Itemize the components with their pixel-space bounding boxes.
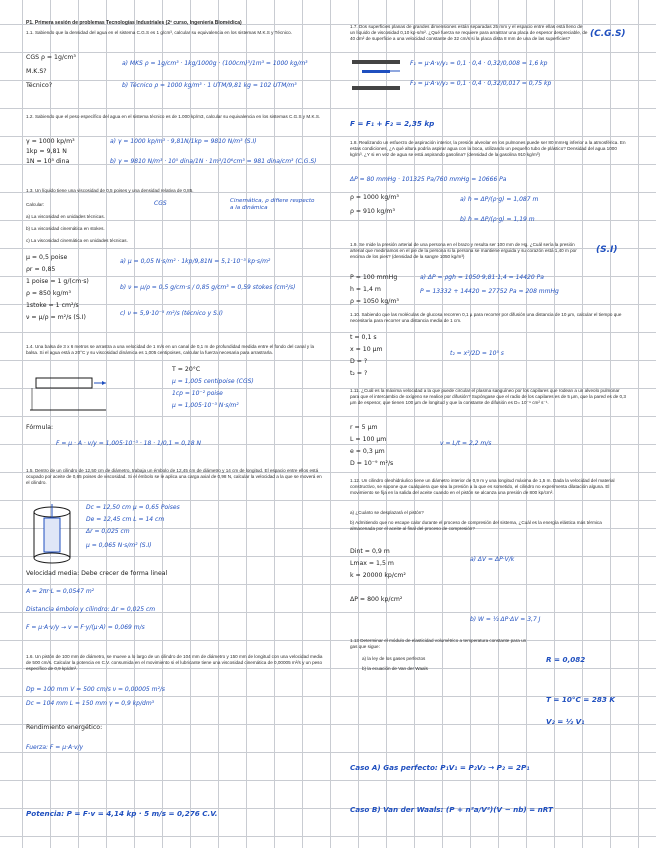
hw-1-5-area: A = 2πr·L = 0,0547 m²: [26, 588, 95, 595]
hw-1-2-kp: 1kp = 9,81 N: [26, 148, 67, 155]
hw-1-13-case-a: Caso A) Gas perfecto: P₁V₁ = P₂V₂ → P₂ = 2P₁: [350, 763, 530, 772]
hw-1-6-rend: Rendimiento energético:: [26, 724, 103, 731]
hw-1-9-h: h = 1,4 m: [350, 286, 381, 293]
problem-1-12-text: 1.12. Un cilindro oleohidráulico tiene un diámetro interior de 0,9 m y una longitud máxima de 1,5 m. Dada la velocidad del material constructivo, se supone que cualquiera que sea la presión a la que es sometido, el cilindro no experimenta dilatación alguna. El movimiento se fija en la salida del aceite cuando en el pistón se alcanza una presión de 800 kp/cm².: [350, 478, 615, 496]
hw-1-9-b: P = 13332 + 14420 = 27752 Pa ≈ 208 mmHg: [420, 288, 559, 295]
hw-1-5-mu: μ = 0,065 N·s/m² (S.I): [86, 542, 152, 549]
problem-1-12-a: a) ¿Cuánto se desplazará el pistón?: [350, 510, 424, 515]
hw-1-2-dina: 1N = 10⁵ dina: [26, 158, 70, 165]
hw-1-3-c: c) ν = 5,9·10⁻⁵ m²/s (técnico y S.I): [120, 310, 223, 317]
problem-1-3-b: b) La viscosidad cinemática en stokes.: [26, 226, 105, 231]
hw-1-5-dr: Δr = 0,025 cm: [86, 528, 130, 535]
hw-1-6-force: Fuerza: F = μ·A·v/y: [26, 744, 84, 751]
hw-1-3-mu: μ = 0,5 poise: [26, 254, 68, 261]
hw-1-3-note: Cinemática, ρ difiere respecto a la dinámica: [230, 198, 315, 211]
hw-1-10-t2: t₂ = ?: [350, 370, 368, 377]
problem-1-3-c: c) La viscosidad cinemática en unidades técnicas.: [26, 238, 128, 243]
hw-1-1-a: a) MKS ρ = 1g/cm³ · 1kg/1000g · (100cm)³/1m³ = 1000 kg/m³: [122, 60, 308, 67]
hw-1-1-b: b) Técnico ρ = 1000 kg/m³ · 1 UTM/9,81 kg = 102 UTM/m³: [122, 82, 297, 89]
worksheet-title: P1. Primera sesión de problemas Tecnologías Industriales (2º curso, Ingeniería Biomédica): [26, 20, 242, 26]
hw-1-12-a: a) ΔV = ΔP·V/k: [470, 556, 515, 563]
hw-1-3-poise: 1 poise = 1 g/(cm·s): [26, 278, 89, 285]
hw-1-9-si: (S.I): [596, 245, 618, 255]
hw-1-6-power: Potencia: P = F·v = 4,14 kp · 5 m/s = 0,276 C.V.: [26, 809, 218, 818]
hw-1-8-dp: ΔP = 80 mmHg · 101325 Pa/760 mmHg = 10666 Pa: [350, 176, 507, 183]
plates-diagram: [350, 58, 402, 92]
hw-1-13-v2: V₂ = ½ V₁: [546, 717, 585, 726]
hw-1-1-mks: M.K.S?: [26, 68, 47, 75]
hw-1-2-b: b) γ = 9810 N/m³ · 10⁵ dina/1N · 1m³/10⁶cm³ = 981 dina/cm³ (C.G.S): [110, 158, 317, 165]
hw-1-12-dp: ΔP = 800 kp/cm²: [350, 596, 403, 603]
problem-1-3-a: a) La viscosidad en unidades técnicas.: [26, 214, 105, 219]
hw-1-4-mu: μ = 1,005 centipoise (CGS): [172, 378, 254, 385]
hw-1-7-f2: F₂ = μ·A·v/y₂ = 0,1 · 0,4 · 0,32/0,017 = 0,75 kp: [410, 80, 552, 87]
hw-1-8-rho-water: ρ = 1000 kg/m³: [350, 194, 399, 201]
hw-1-8-rho-gas: ρ = 910 kg/m³: [350, 208, 395, 215]
hw-1-13-case-b: Caso B) Van der Waals: (P + n²a/V²)(V − nb) = nRT: [350, 805, 553, 814]
hw-1-11-d: D = 10⁻⁹ m²/s: [350, 460, 394, 467]
hw-1-12-k: k = 20000 kp/cm²: [350, 572, 406, 579]
problem-1-9-text: 1.9. Se mide la presión arterial de una persona en el brazo y resulta ser 100 mm de Hg. ¿Cuál sería la presión arterial que mediríamos en el pie de la persona si la persona se mantiene erguida y su corazón está 1,40 m por encima de los pies? (densidad de la sangre 1050 kg/m³): [350, 242, 577, 260]
hw-1-9-a: a) ΔP = ρgh = 1050·9,81·1,4 = 14420 Pa: [420, 274, 544, 281]
problem-1-13-text: 1.13 Determinar el módulo de elasticidad volumétrico a temperatura constante para un gas que sigue:: [350, 638, 527, 650]
hw-1-12-dint: Dint = 0,9 m: [350, 548, 390, 555]
hw-1-5-dist: Distancia émbolo y cilindro: Δr = 0,025 cm: [26, 606, 156, 613]
hw-1-7-f1: F₁ = μ·A·v/y₁ = 0,1 · 0,4 · 0,32/0,008 = 1,6 kp: [410, 60, 548, 67]
hw-1-3-rho-r: ρr = 0,85: [26, 266, 56, 273]
hw-1-2-given: γ = 1000 kp/m³: [26, 138, 75, 145]
hw-1-4-cp: 1cp = 10⁻² poise: [172, 390, 223, 397]
hw-1-4-formula-label: Fórmula:: [26, 424, 54, 431]
hw-1-5-force: F = μ·A·v/y → v = F·y/(μ·A) = 0,069 m/s: [26, 624, 145, 631]
problem-1-8-text: 1.8. Realizando un esfuerzo de aspiración interior, la presión alveolar en los pulmones puede ser 80 mmHg inferior a la atmosférica. En estas condiciones, ¿A qué altura podría aspirar agua con la boca, utilizando un pequeño tubo de plástico? Densidad del agua 1000 kg/m³. ¿Y si en vez de agua se está aspirando gasolina? (densidad de la gasolina 910 kg/m³): [350, 140, 626, 158]
hw-1-10-result: t₂ = x²/2D = 10⁵ s: [450, 350, 504, 357]
hw-1-3-b: b) ν = μ/ρ = 0,5 g/cm·s / 0,85 g/cm³ = 0,59 stokes (cm²/s): [120, 284, 296, 291]
hw-1-5-vel: Velocidad media: Debe crecer de forma lineal: [26, 570, 168, 577]
hw-1-3-nu: ν = μ/ρ = m²/s (S.I): [26, 314, 86, 321]
hw-1-3-stoke: 1stoke = 1 cm²/s: [26, 302, 79, 309]
hw-1-7-cgs: (C.G.S): [590, 29, 626, 39]
hw-1-4-temp: T = 20°C: [172, 366, 201, 373]
hw-1-5-diam: Dc = 12,50 cm μ = 0,65 Poises: [86, 504, 180, 511]
problem-1-7-text: 1.7. Dos superficies planas de grandes dimensiones están separadas 25 mm y el espacio entre ellas está lleno de un líquido de viscosidad 0,10 kp·s/m². ¿Qué fuerza se requiere para arrastrar una placa de espesor despreciable, de 40 dm² de superficie a una velocidad constante de 32 cm/s si la placa dista 8 mm de una de las superficies?: [350, 24, 588, 42]
hw-1-3-cgs: CGS: [154, 200, 167, 207]
problem-1-4-text: 1.4. Una balsa de 3 x 6 metros se arrastra a una velocidad de 1 m/s en un canal de 0,1 m de profundidad medida entre el fondo del canal y la balsa. Si el agua está a 20°C y su viscosidad dinámica es 1,005 centipoises, calcular la fuerza necesaria para arrastrarla.: [26, 344, 315, 356]
problem-1-11-text: 1.11. ¿Cuál es la máxima velocidad a la que puede circular el plasma sanguíneo por los capilares que rodean a un alveolo pulmonar para que el intercambio de oxígeno se realice por difusión? Supóngase que el radio de los capilares es de 5 µm, que la pared es de 0,3 µm de espesor, que tienen 100 µm de longitud y que la constante de difusión es D= 10⁻⁹ cm² s⁻¹.: [350, 388, 626, 406]
problem-1-1-text: 1.1. Sabiendo que la densidad del agua en el sistema C.G.S es 1 g/cm³, calcular su equivalencia en los sistemas M.K.S y Técnico.: [26, 30, 292, 35]
hw-1-11-e: e = 0,3 μm: [350, 448, 385, 455]
hw-1-6-row2: Dc = 104 mm L = 150 mm γ = 0,9 kp/dm³: [26, 700, 155, 707]
problem-1-3-calc: Calcular:: [26, 202, 45, 207]
problem-1-5-text: 1.5. Dentro de un cilindro de 12,50 cm de diámetro, trabaja un émbolo de 12,45 cm de diámetro y 14 cm de longitud. El espacio entre ellos está ocupado por aceite de 0,65 poises de viscosidad. Si el émbolo se le aplica una carga axial de 0,98 N, calcular la velocidad a la que se moverá en el cilindro.: [26, 468, 322, 486]
hw-1-8-b: b) h = ΔP/(ρ·g) = 1,19 m: [460, 216, 535, 223]
problem-1-6-text: 1.6. Un pistón de 100 mm de diámetro, se mueve a lo largo de un cilindro de 104 mm de diámetro y 150 mm de longitud con una velocidad media de 500 cm/s. Calcular la potencia en C.V. consumida en el movimiento si el lubricante tiene una viscosidad cinemática de 0,00005 m²/s y un peso específico de 0,9 kp/dm³.: [26, 654, 323, 672]
hw-1-4-mu-si: μ = 1,005·10⁻³ N·s/m²: [172, 402, 239, 409]
problem-1-2-text: 1.2. Sabiendo que el peso específico del agua en el sistema técnico es de 1.000 kp/m3, calcular su equivalencia en los sistemas C.G.S y M.K.S.: [26, 114, 321, 119]
hw-1-3-a: a) μ = 0,05 N·s/m² · 1kp/9,81N = 5,1·10⁻³ kp·s/m²: [120, 258, 271, 265]
hw-1-1-given: CGS ρ = 1g/cm³: [26, 54, 76, 61]
hw-1-12-lmax: Lmax = 1,5 m: [350, 560, 394, 567]
piston-cylinder-diagram: [30, 504, 74, 566]
hw-1-9-p: P = 100 mmHg: [350, 274, 398, 281]
hw-1-11-r: r = 5 μm: [350, 424, 378, 431]
problem-1-13-a: a) la ley de los gases perfectos: [362, 656, 426, 661]
hw-1-7-total: F = F₁ + F₂ = 2,35 kp: [350, 119, 435, 128]
hw-1-5-emb: De = 12,45 cm L = 14 cm: [86, 516, 165, 523]
problem-1-12-b: b) Admitiendo que no escape calor durante el proceso de compresión del sistema, ¿Cuál es la energía elástica más térmica almacenada por el aceite al final del proceso de compresión?: [350, 520, 602, 532]
problem-1-3-text: 1.3. Un líquido tiene una viscosidad de 0,5 poises y una densidad relativa de 0,85.: [26, 188, 194, 193]
hw-1-2-a: a) γ = 1000 kp/m³ · 9,81N/1kp = 9810 N/m³ (S.I): [110, 138, 257, 145]
hw-1-10-x: x = 10 μm: [350, 346, 383, 353]
problem-1-13-b: b) la ecuación de Van der Waals: [362, 666, 428, 671]
problem-1-10-text: 1.10. Sabiendo que las moléculas de glucosa recorren 0,1 µ para recorrer por difusión una distancia de 10 µm, calcular el tiempo que necesitaría para recorrer una distancia media de 1 cm.: [350, 312, 622, 324]
hw-1-10-d: D = ?: [350, 358, 368, 365]
hw-1-4-result: F = μ · A · v/y = 1,005·10⁻³ · 18 · 1/0,1 = 0,18 N: [56, 440, 201, 447]
hw-1-13-t: T = 10°C = 283 K: [546, 695, 615, 704]
barge-diagram: [28, 370, 108, 418]
hw-1-12-b: b) W = ½ ΔP·ΔV = 3,7 J: [470, 616, 541, 623]
hw-1-11-l: L = 100 μm: [350, 436, 387, 443]
hw-1-13-r: R = 0,082: [546, 655, 586, 664]
hw-1-10-t: t = 0,1 s: [350, 334, 377, 341]
hw-1-11-v: v = L/t = 2,2 m/s: [440, 440, 492, 447]
hw-1-9-rho: ρ = 1050 kg/m³: [350, 298, 399, 305]
hw-1-6-row1: Dp = 100 mm V = 500 cm/s ν = 0,00005 m²/s: [26, 686, 166, 693]
hw-1-1-tecnico: Técnico?: [26, 82, 53, 89]
hw-1-8-a: a) h = ΔP/(ρ·g) = 1,087 m: [460, 196, 539, 203]
hw-1-3-rho: ρ = 850 kg/m³: [26, 290, 71, 297]
